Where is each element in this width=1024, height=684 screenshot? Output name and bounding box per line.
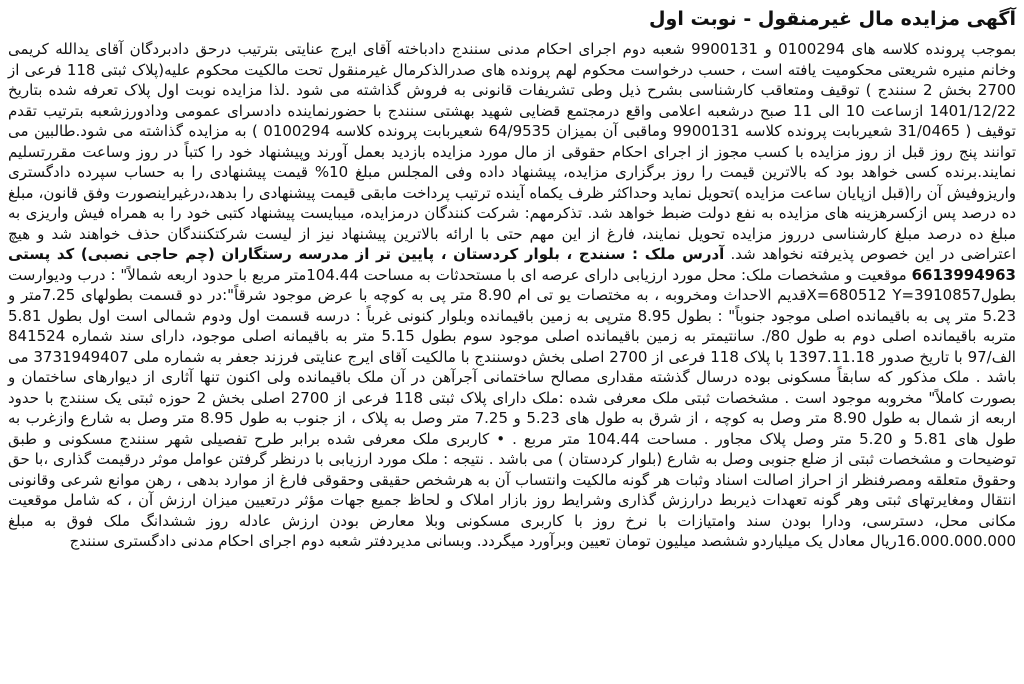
property-address: آدرس ملک : سنندج ، بلوار کردستان ، پایین تر از مدرسه رستگاران (چم حاجی نصبی) کد پستی 6613994963 bbox=[8, 245, 1016, 284]
notice-text-part1: بموجب پرونده کلاسه های 0100294 و 9900131 شعبه دوم اجرای احکام مدنی سنندج دادباخته آقای ایرج عنایتی بترتیب درحق دادبردگان آقای یدالله کریمی وخانم منیره شریعتی محکومیت یافته است ، حسب درخواست محکوم لهم پرونده های صدرالذکرمال غیرمنقول تحت مالکیت محکوم علیه(پلاک ثبتی 118 فرعی از 2700 بخش 2 سنندج ) توقیف ومتعاقب کارشناسی بشرح ذیل وطی تشریفات قانونی به فروش گذاشته می شود .لذا مزایده نوبت اول پلاک تعرفه شده بتاریخ 1401/12/22 ازساعت 10 الی 11 صبح درشعبه اعلامی واقع درمجتمع قضایی شهید بهشتی سنندج با حضورنماینده دادسرای عمومی ودادورزشعبه بترتیب تقدم توقیف ( 31/0465 شعیربابت پرونده کلاسه 9900131 وماقبی آن بمیزان 64/9535 شعیربابت پرونده کلاسه 0100294 ) به مزایده گذاشته می شود.طالبین می توانند پنج روز قبل از روز مزایده با کسب مجوز از اجرای احکام حقوقی از مال مورد مزایده بازدید بعمل آورند وپیشنهاد خود را کتباً در روز وساعت مقررتسلیم نمایند.برنده کسی خواهد بود که بالاترین قیمت را روز برگزاری مزایده، پیشنهاد داده وفی المجلس مبلغ 10% قیمت پیشنهادی را به حساب سپرده دادگستری واریزوفیش آن را(قبل ازپایان ساعت مزایده )تحویل نماید وحداکثر ظرف یکماه آینده ترتیب پرداخت مابقی قیمت پیشنهادی را بدهد،درغیراینصورت وفق قانون، مبلغ ده درصد پس ازکسرهزینه های مزایده به نفع دولت ضبط خواهد شد. تذکرمهم: شرکت کنندگان درمزایده، میبایست پیشنهاد کتبی خود را به همراه فیش واریزی به مبلغ ده درصد مبلغ کارشناسی درروز مزایده تحویل نمایند، فارغ از این مهم حتی با ارائه بالاترین پیشنهاد نیز از لیست شرکتکنندگان حذف خواهند شد و هیچ اعتراضی در این خصوص پذیرفته نخواهد شد. bbox=[8, 40, 1016, 263]
notice-title: آگهی مزایده مال غیرمنقول - نوبت اول bbox=[649, 8, 1016, 30]
notice-text-part2: موقعیت و مشخصات ملک: محل مورد ارزیابی دارای عرصه ای با مستحدثات به مساحت 104.44متر مربع با حدود اربعه شمالاً" : درب ودیوارست بطولX=680512 Y=3910857قدیم الاحداث ومخروبه ، به مختصات یو تی ام 8.90 متر پی به کوچه با عرض موجود شرقاً":در دو قسمت بطولهای 7.25متر و 5.23 متر پی به باقیمانده اصلی موجود جنوباً" : بطول 8.95 مترپی به زمین باقیمانده وبلوار کنونی غرباً : درسه قسمت اول ودوم شمالی است اول بطول 5.81 متربه باقیمانده اصلی دوم به طول 80/. سانتیمتر به زمین باقیمانده اصلی موجود سوم بطول 5.15 متر به باقیمانه اصلی موجود، دارای سند شماره 841524 الف/97 با تاریخ صدور 1397.11.18 با پلاک 118 فرعی از 2700 اصلی بخش دوسنندج با مالکیت آقای ایرج عنایتی فرزند جعفر به شماره ملی 3731949407 می باشد . ملک مذکور که سابقاً مسکونی بوده درسال گذشته مقداری مصالح ساختمانی آجرآهن در آن ملک باقیمانده ولی اکنون تنها آثاری از دیوارهای ساختمان و بصورت کاملاً" مخروبه موجود است . مشخصات ثبتی ملک معرفی شده :ملک دارای پلاک ثبتی 118 فرعی از 2700 اصلی بخش 2 حوزه ثبتی یک سنندج با حدود اربعه از شمال به طول 8.90 متر وصل به کوچه ، از شرق به طول های 5.23 و 7.25 متر وصل به پلاک ، از جنوب به طول 8.95 متر وصل به شارع وازغرب به طول های 5.81 و 5.20 متر وصل پلاک مجاور . مساحت 104.44 متر مربع . • کاربری ملک معرفی شده برابر طرح تفصیلی شهر سنندج مسکونی و طبق توضیحات و مشخصات ثبتی از ضلع جنوبی وصل به شارع (بلوار کردستان ) می باشد . نتیجه : ملک مورد ارزیابی با درنظر گرفتن عوامل موثر درقیمت گذاری ،با حق وحقوق متعلقه ومصرفنظر از احراز اصالت اسناد وثبات هر گونه مالکیت وانتساب آن به هرشخص حقیقی وحقوقی فارغ از موارد بدهی ، رهن موانع شرعی وقانونی انتقال ومغایرتهای ثبتی وهر گونه تعهدات ذیربط درارزش گذاری وشرایط روز بازار املاک و لحاظ جمیع جهات مؤثر درتعیین میزان ارزش آن ، که شامل موقعیت مکانی محل، دسترسی، ودارا بودن سند وامتیازات با نرخ روز با کاربری مسکونی وبلا معارض بودن ارزش عادله روز ششدانگ ملک فوق به مبلغ 16.000.000.000ریال معادل یک میلیاردو ششصد میلیون تومان تعیین وبرآورد میگردد. وبسانی مدیردفتر شعبه دوم اجرای احکام مدنی دادگستری سنندج bbox=[8, 265, 1017, 550]
notice-body bbox=[8, 39, 1016, 552]
